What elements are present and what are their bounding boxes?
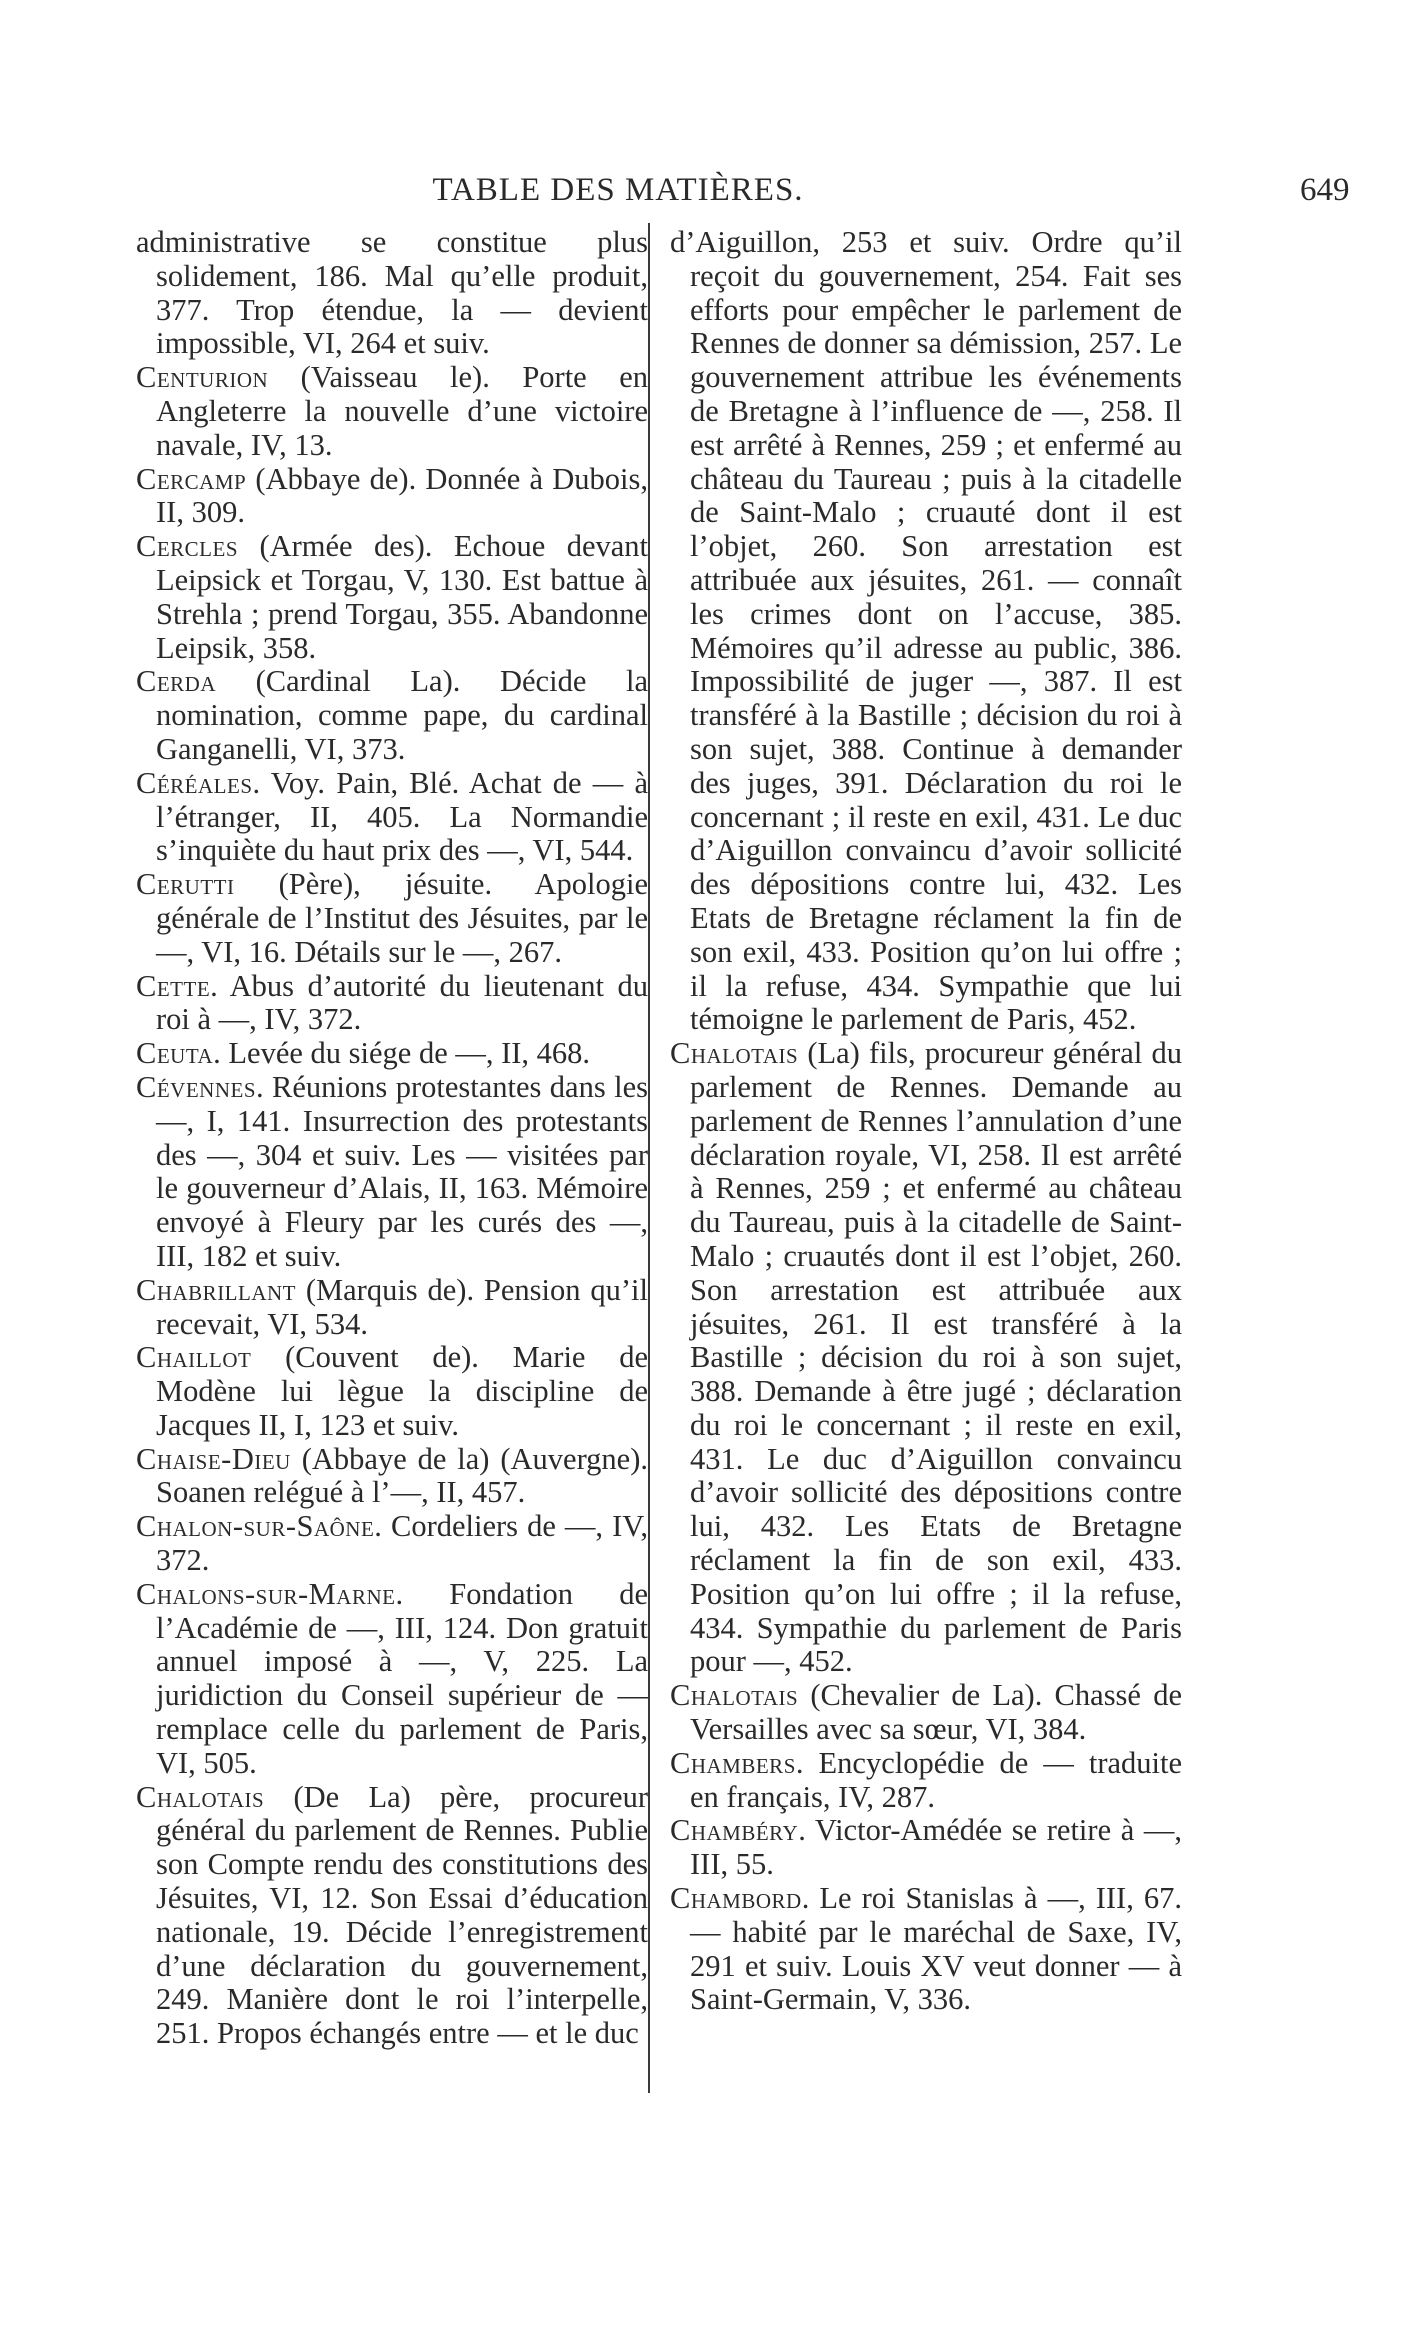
entry-text: . Encyclopédie de — traduite en français, IV, 287. — [690, 1745, 1182, 1814]
entry-text: (Couvent de). Marie de Modène lui lègue la discipline de Jacques II, I, 123 et suiv. — [156, 1340, 648, 1442]
right-column — [670, 226, 1182, 2017]
entry-heading: Chaise-Dieu — [136, 1441, 291, 1476]
index-entry — [670, 226, 1182, 1037]
index-entry — [670, 1747, 1182, 1815]
entry-text: administrative se constitue plus solidement, 186. Mal qu’elle produit, 377. Trop étendue, la — devient impossible, VI, 264 et suiv. — [136, 225, 648, 361]
entry-text: . Voy. Pain, Blé. Achat de — à l’étranger, II, 405. La Normandie s’inquiète du haut prix des —, VI, 544. — [156, 765, 648, 868]
column-divider — [648, 223, 650, 2093]
entry-heading: Ceuta — [136, 1036, 214, 1071]
index-entry — [670, 1882, 1182, 2017]
entry-heading: Cévennes — [136, 1069, 257, 1104]
entry-text: . Cordeliers de —, IV, 372. — [156, 1509, 648, 1578]
index-entry — [136, 226, 648, 361]
entry-text: (Cardinal La). Décide la nomination, comme pape, du cardinal Ganganelli, VI, 373. — [156, 664, 648, 766]
index-entry — [136, 665, 648, 766]
index-entry — [136, 361, 648, 462]
entry-text: d’Aiguillon, 253 et suiv. Ordre qu’il reçoit du gouvernement, 254. Fait ses efforts pour empêcher le parlement de Rennes de donner sa démission, 257. Le gouvernement attribue les événements de Bretagne à l’influence de —, 258. Il est arrêté à Rennes, 259 ; et enfermé au château du Taureau ; puis à la citadelle de Saint-Malo ; cruauté dont il est l’objet, 260. Son arrestation est attribuée aux jésuites, 261. — connaît les crimes dont on l’accuse, 385. Mémoires qu’il adresse au public, 386. Impossibilité de juger —, 387. Il est transféré à la Bastille ; décision du roi à son sujet, 388. Continue à demander des juges, 391. Déclaration du roi le concernant ; il reste en exil, 431. Le duc d’Aiguillon convaincu d’avoir sollicité des dépositions contre lui, 432. Les Etats de Bretagne réclament la fin de son exil, 433. Position qu’on lui offre ; il la refuse, 434. Sympathie que lui témoigne le parlement de Paris, 452. — [670, 225, 1182, 1037]
entry-text: . Levée du siége de —, II, 468. — [213, 1036, 591, 1071]
entry-text: (Abbaye de). Donnée à Dubois, II, 309. — [156, 461, 648, 530]
entry-text: (Armée des). Echoue devant Leipsick et Torgau, V, 130. Est battue à Strehla ; prend Torgau, 355. Abandonne Leipsik, 358. — [156, 529, 648, 665]
entry-heading: Chambers — [670, 1745, 796, 1780]
entry-text: (Père), jésuite. Apologie générale de l’Institut des Jésuites, par le —, VI, 16. Détails sur le —, 267. — [156, 867, 648, 969]
index-entry — [670, 1679, 1182, 1747]
entry-heading: Centurion — [136, 360, 269, 395]
index-entry — [136, 767, 648, 868]
entry-heading: Chabrillant — [136, 1272, 296, 1307]
entry-text: (Chevalier de La). Chassé de Versailles avec sa sœur, VI, 384. — [690, 1678, 1182, 1747]
index-entry — [136, 1071, 648, 1274]
index-entry — [136, 1274, 648, 1342]
entry-text: . Réunions protestantes dans les —, I, 141. Insurrection des protestants des —, 304 et suiv. Les — visitées par le gouverneur d’Alais, II, 163. Mémoire envoyé à Fleury par les curés des —, III, 182 et suiv. — [156, 1069, 648, 1273]
entry-heading: Cercles — [136, 529, 239, 564]
entry-text: . Fondation de l’Académie de —, III, 124. Don gratuit annuel imposé à —, V, 225. La juridiction du Conseil supérieur de — remplace celle du parlement de Paris, VI, 505. — [156, 1576, 648, 1780]
index-entry — [136, 1443, 648, 1511]
entry-heading: Chambéry — [670, 1813, 799, 1848]
entry-heading: Chalotais — [670, 1678, 799, 1713]
index-entry — [670, 1037, 1182, 1679]
index-entry — [136, 868, 648, 969]
index-entry — [136, 1510, 648, 1578]
index-entry — [136, 1781, 648, 2051]
page-number: 649 — [1300, 172, 1350, 208]
entry-text: (Vaisseau le). Porte en Angleterre la nouvelle d’une victoire navale, IV, 13. — [156, 360, 648, 462]
entry-heading: Chalotais — [136, 1779, 265, 1814]
entry-text: (Abbaye de la) (Auvergne). Soanen relégué à l’—, II, 457. — [156, 1441, 648, 1510]
entry-heading: Cerda — [136, 664, 217, 699]
entry-heading: Chalons-sur-Marne — [136, 1576, 396, 1611]
index-entry — [136, 1341, 648, 1442]
entry-text: . Abus d’autorité du lieutenant du roi à —, IV, 372. — [156, 968, 648, 1037]
index-entry — [670, 1814, 1182, 1882]
entry-heading: Céréales — [136, 765, 253, 800]
entry-text: (La) fils, procureur général du parlement de Rennes. Demande au parlement de Rennes l’annulation d’une déclaration royale, VI, 258. Il est arrêté à Rennes, 259 ; et enfermé au château du Taureau, puis à la citadelle de Saint-Malo ; cruautés dont il est l’objet, 260. Son arrestation est attribuée aux jésuites, 261. Il est transféré à la Bastille ; décision du roi à son sujet, 388. Demande à être jugé ; déclaration du roi le concernant ; il reste en exil, 431. Le duc d’Aiguillon convaincu d’avoir sollicité des dépositions contre lui, 432. Les Etats de Bretagne réclament la fin de son exil, 433. Position qu’on lui offre ; il la refuse, 434. Sympathie du parlement de Paris pour —, 452. — [690, 1036, 1182, 1679]
index-entry — [136, 1578, 648, 1781]
index-entry — [136, 1037, 648, 1071]
entry-heading: Chalon-sur-Saône — [136, 1509, 375, 1544]
index-entry — [136, 970, 648, 1038]
entry-heading: Chambord — [670, 1881, 802, 1916]
page-header — [0, 172, 1413, 216]
index-entry — [136, 530, 648, 665]
running-title: TABLE DES MATIÈRES. — [432, 172, 804, 208]
left-column — [136, 226, 648, 2051]
entry-text: . Le roi Stanislas à —, III, 67. — habité par le maréchal de Saxe, IV, 291 et suiv. Louis XV veut donner — à Saint-Germain, V, 336. — [690, 1881, 1182, 2017]
entry-heading: Cercamp — [136, 461, 247, 496]
entry-text: . Victor-Amédée se retire à —, III, 55. — [690, 1813, 1182, 1882]
entry-heading: Cerutti — [136, 867, 235, 902]
index-entry — [136, 463, 648, 531]
entry-heading: Chaillot — [136, 1340, 252, 1375]
entry-heading: Cette — [136, 968, 211, 1003]
entry-text: (De La) père, procureur général du parlement de Rennes. Publie son Compte rendu des constitutions des Jésuites, VI, 12. Son Essai d’éducation nationale, 19. Décide l’enregistrement d’une déclaration du gouvernement, 249. Manière dont le roi l’interpelle, 251. Propos échangés entre — et le duc — [156, 1779, 648, 2051]
entry-text: (Marquis de). Pension qu’il recevait, VI, 534. — [156, 1272, 648, 1341]
entry-heading: Chalotais — [670, 1036, 799, 1071]
